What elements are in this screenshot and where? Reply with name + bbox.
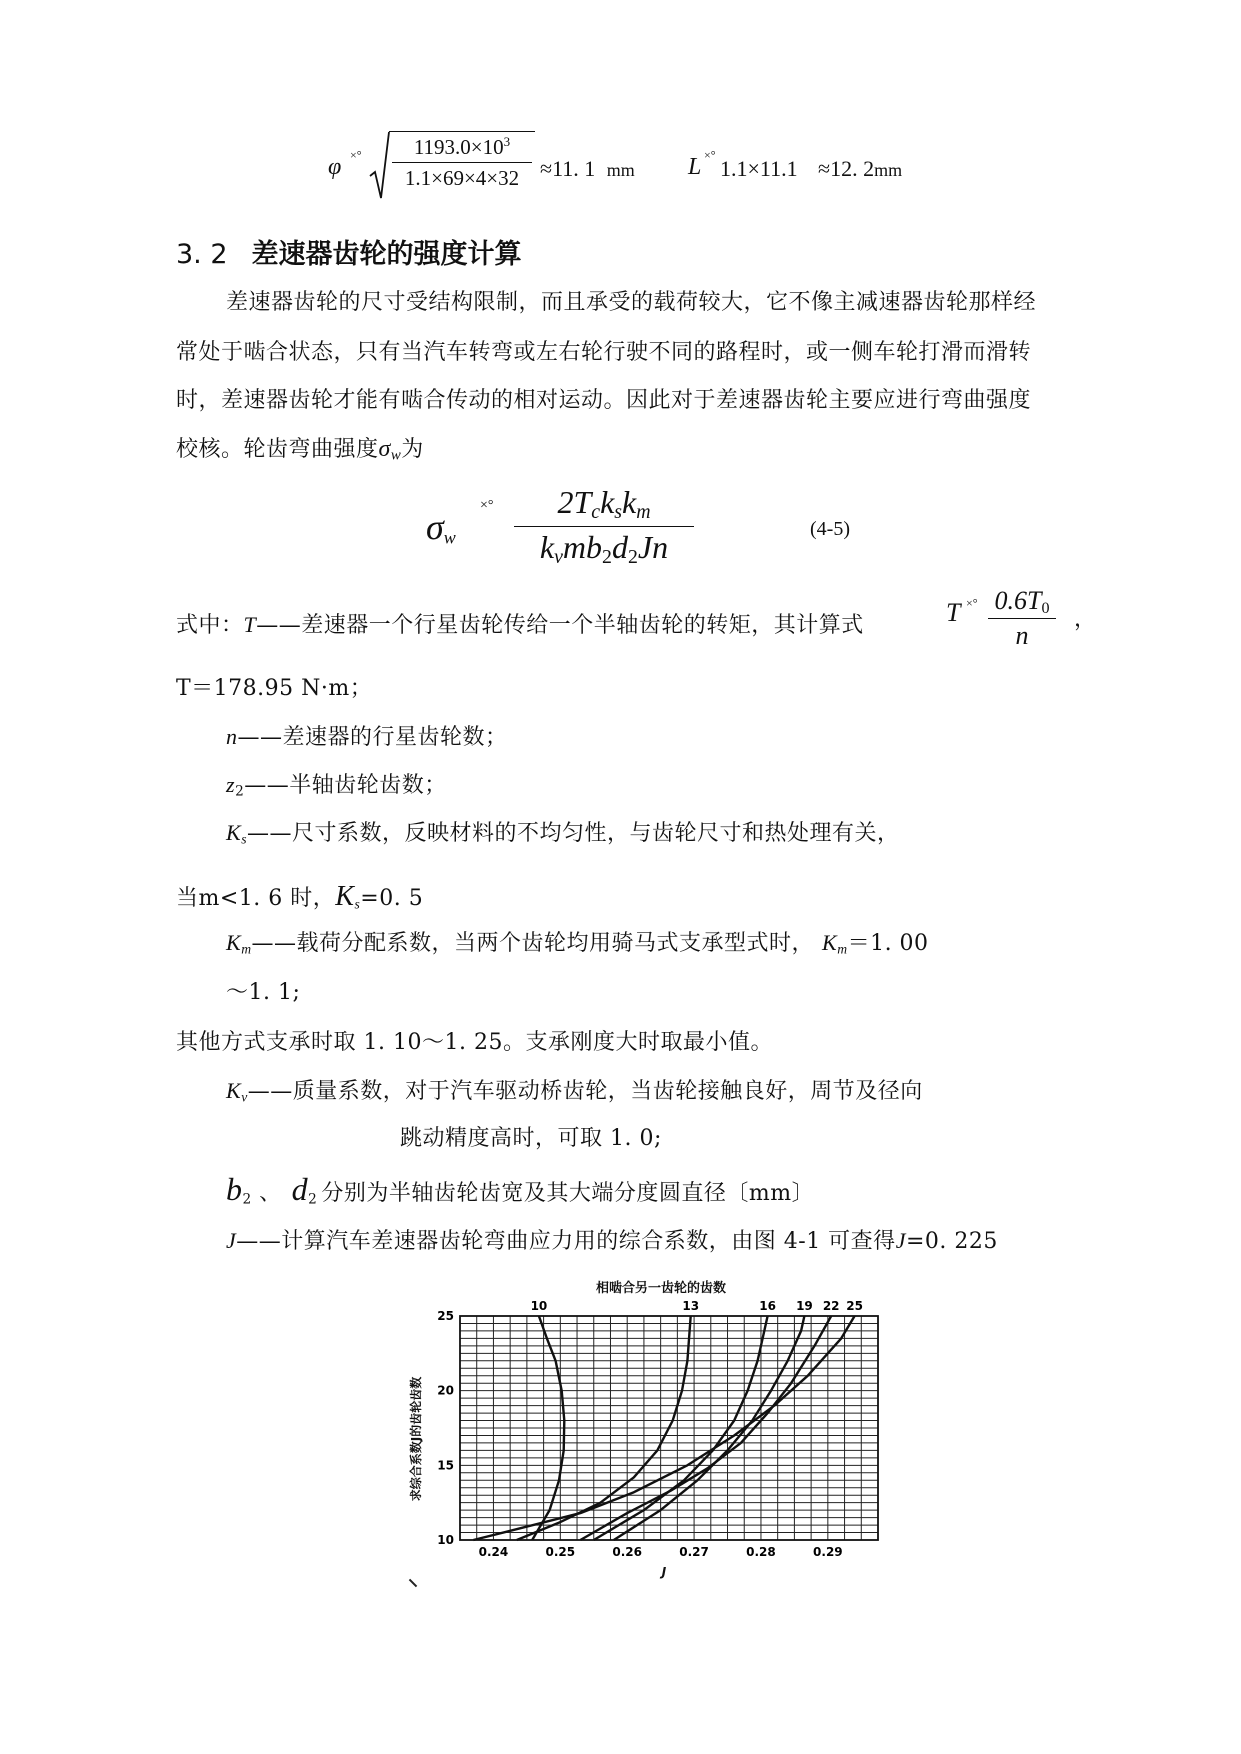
sqrt-frac-den: 1.1×69×4×32 xyxy=(404,165,520,190)
series-label-10: 10 xyxy=(530,1299,548,1313)
y-tick-label: 25 xyxy=(437,1309,454,1323)
x-tick-label: 0.26 xyxy=(612,1545,643,1559)
intro-line-4-text: 校核。轮齿弯曲强度 xyxy=(176,437,379,462)
chart-y-label: 求综合系数J的齿轮齿数 xyxy=(409,1376,423,1502)
L-symbol: L xyxy=(688,154,702,180)
x-tick-label: 0.29 xyxy=(813,1545,843,1559)
eq-glyph: ×° xyxy=(350,148,362,162)
chart-title: 相啮合另一齿轮的齿数 xyxy=(595,1281,727,1296)
where-prefix: 式中： xyxy=(176,613,244,638)
sigma-w-inline: $\sigma_w$ xyxy=(378,436,402,464)
x-tick-label: 0.27 xyxy=(679,1545,709,1559)
equation-number: (4-5) xyxy=(810,518,850,540)
J-factor-chart xyxy=(396,1276,916,1616)
formula-main-eq: ×° xyxy=(480,498,494,513)
item-z2: $z_2——$半轴齿轮齿数； xyxy=(226,772,447,800)
sqrt-bar xyxy=(389,131,535,132)
item-n: n——差速器的行星齿轮数； xyxy=(226,724,508,750)
item-Kv: $K_v——$质量系数，对于汽车驱动桥齿轮，当齿轮接触良好，周节及径向 xyxy=(226,1078,923,1105)
item-b2-d2: $b_2$ 、 $d_2$ 分别为半轴齿轮齿宽及其大端分度圆直径〔mm〕 xyxy=(226,1171,815,1208)
section-heading xyxy=(176,232,522,271)
x-tick-label: 0.28 xyxy=(746,1545,776,1559)
L-expression: 1.1×11.1 xyxy=(720,156,798,181)
T-formula-num: $0.6T_0$ xyxy=(988,586,1056,619)
y-tick-label: 15 xyxy=(437,1458,454,1473)
section-title: 差速器齿轮的强度计算 xyxy=(251,239,522,270)
item-Ks-value: 当m<1. 6 时，$K_s=0$. 5 xyxy=(176,881,424,912)
sqrt-sign xyxy=(368,130,390,202)
eq-glyph-2: ×° xyxy=(704,148,716,162)
formula-main-frac xyxy=(514,484,694,569)
approx-value-1 xyxy=(540,156,635,182)
approx-2: ≈12. 2 xyxy=(818,156,875,181)
chart-plot-area xyxy=(437,1299,878,1559)
intro-line-4 xyxy=(176,436,424,469)
num-exp: 3 xyxy=(503,134,511,149)
intro-line-1: 差速器齿轮的尺寸受结构限制，而且承受的载荷较大，它不像主减速器齿轮那样经 xyxy=(226,290,1037,315)
T-formula-lhs: T xyxy=(946,598,961,627)
series-label-19: 19 xyxy=(796,1299,813,1313)
item-Km-range: ～1. 1; xyxy=(226,980,301,1005)
unit-2: mm xyxy=(874,160,903,180)
x-tick-label: 0.25 xyxy=(545,1545,576,1559)
T-formula-den: n xyxy=(1015,621,1029,651)
chart-x-label: J xyxy=(661,1565,667,1579)
unit-1: mm xyxy=(606,160,635,180)
where-T-desc: ——差速器一个行星齿轮传给一个半轴齿轮的转矩，其计算式 xyxy=(256,613,864,638)
T-value: T＝178.95 N·m； xyxy=(176,676,373,701)
T-formula xyxy=(946,586,1116,651)
item-Ks: $K_s——$尺寸系数，反映材料的不均匀性，与齿轮尺寸和热处理有关， xyxy=(226,820,900,847)
phi-symbol: φ xyxy=(328,154,342,180)
series-label-16: 16 xyxy=(759,1299,776,1313)
series-label-13: 13 xyxy=(682,1299,700,1313)
intro-line-3: 时，差速器齿轮才能有啮合传动的相对运动。因此对于差速器齿轮主要应进行弯曲强度 xyxy=(176,388,1032,413)
where-T: T xyxy=(243,612,257,637)
T-formula-comma: ， xyxy=(1074,606,1097,631)
section-number: 3. 2 xyxy=(176,239,228,270)
T-formula-eq: ×° xyxy=(966,596,978,610)
intro-tail: 为 xyxy=(401,437,424,462)
approx-1: ≈11. 1 xyxy=(540,156,596,181)
series-label-22: 22 xyxy=(822,1299,840,1313)
intro-line-2: 常处于啮合状态，只有当汽车转弯或左右轮行驶不同的路程时，或一侧车轮打滑而滑转 xyxy=(176,340,1032,365)
series-label-25: 25 xyxy=(846,1299,863,1313)
formula-main-den: $k_vmb_2d_2Jn$ xyxy=(539,528,669,568)
item-J: J——计算汽车差速器齿轮弯曲应力用的综合系数，由图 4-1 可查得J=0. 225 xyxy=(226,1228,998,1254)
formula-main-num: $2T_ck_sk_m$ xyxy=(514,484,694,527)
T-formula-frac xyxy=(988,586,1056,651)
item-Kv-cont: 跳动精度高时，可取 1. 0; xyxy=(400,1126,662,1151)
y-tick-label: 10 xyxy=(437,1533,454,1547)
x-tick-label: 0.24 xyxy=(478,1545,509,1559)
item-Km: $K_m——$载荷分配系数，当两个齿轮均用骑马式支承型式时， $K_m=1$. 00 xyxy=(226,930,929,957)
approx-value-2 xyxy=(818,156,902,182)
formula-main-lhs: $\sigma_w$ xyxy=(426,507,456,548)
sqrt-frac-num xyxy=(392,134,532,163)
item-other: 其他方式支承时取 1. 10～1. 25。支承刚度大时取最小值。 xyxy=(176,1030,773,1055)
where-line xyxy=(176,612,864,639)
num-text: 1193.0×10 xyxy=(413,134,504,159)
y-tick-label: 20 xyxy=(437,1383,454,1398)
sqrt-frac xyxy=(392,134,532,191)
